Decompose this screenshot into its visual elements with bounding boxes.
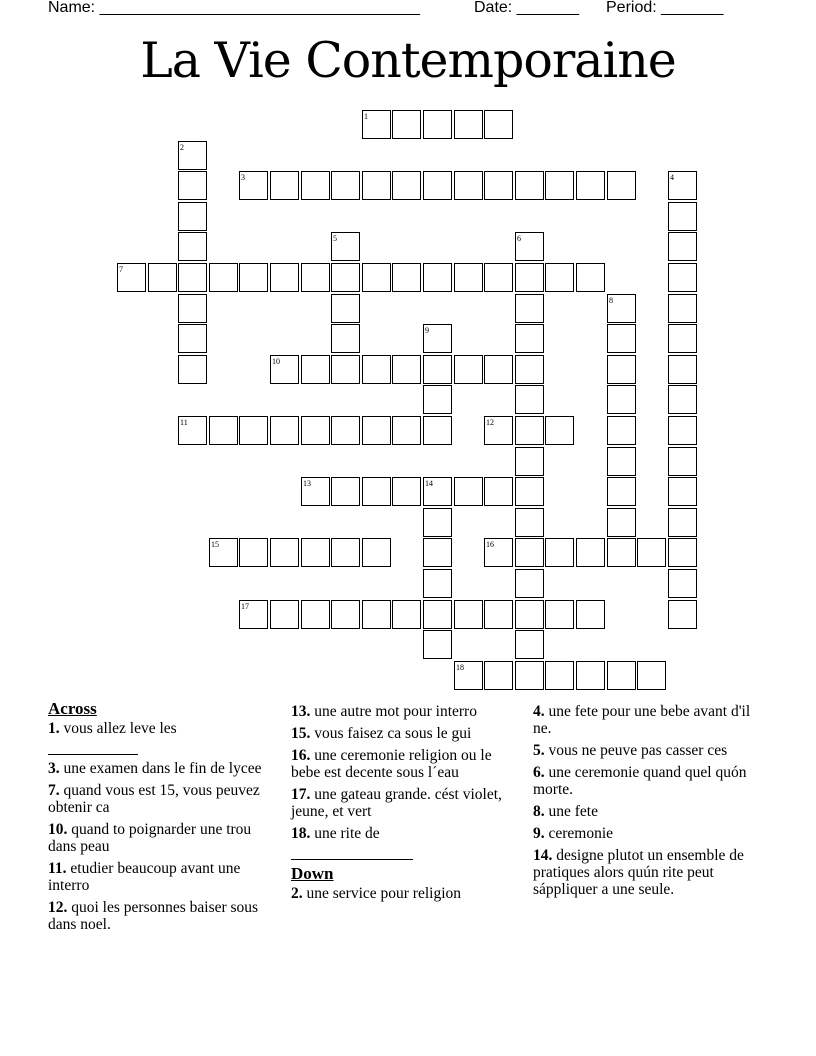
grid-cell[interactable] bbox=[392, 171, 421, 200]
grid-cell[interactable] bbox=[454, 171, 483, 200]
clue-number: 10 bbox=[272, 357, 280, 366]
clue-down-2: 2. une service pour religion bbox=[291, 885, 462, 902]
clue-column-1 bbox=[48, 700, 274, 938]
grid-cell[interactable] bbox=[607, 171, 636, 200]
grid-cell[interactable] bbox=[301, 263, 330, 292]
grid-cell[interactable] bbox=[362, 477, 391, 506]
grid-cell[interactable] bbox=[178, 355, 207, 384]
grid-cell[interactable] bbox=[484, 600, 513, 629]
grid-cell[interactable] bbox=[576, 263, 605, 292]
clue-number: 7 bbox=[119, 265, 123, 274]
clue-across-12: 12. quoi les personnes baiser sous dans noel. bbox=[48, 899, 259, 933]
grid-cell[interactable] bbox=[331, 263, 360, 292]
grid-cell[interactable] bbox=[270, 416, 299, 445]
grid-cell[interactable] bbox=[301, 538, 330, 567]
grid-cell[interactable] bbox=[362, 263, 391, 292]
grid-cell[interactable] bbox=[515, 630, 544, 659]
grid-cell[interactable] bbox=[515, 324, 544, 353]
grid-cell[interactable] bbox=[239, 416, 268, 445]
clue-across-15: 15. vous faisez ca sous le gui bbox=[291, 725, 472, 742]
clue-number: 1 bbox=[364, 112, 368, 121]
grid-cell[interactable] bbox=[423, 385, 452, 414]
across-heading: Across bbox=[48, 699, 97, 718]
grid-cell[interactable] bbox=[423, 569, 452, 598]
grid-cell[interactable] bbox=[668, 355, 697, 384]
grid-cell[interactable] bbox=[637, 538, 666, 567]
clue-number: 9 bbox=[425, 326, 429, 335]
grid-cell[interactable] bbox=[484, 661, 513, 690]
grid-cell[interactable] bbox=[301, 171, 330, 200]
grid-cell[interactable] bbox=[515, 171, 544, 200]
grid-cell[interactable] bbox=[515, 447, 544, 476]
clue-number: 2 bbox=[180, 143, 184, 152]
grid-cell[interactable] bbox=[668, 416, 697, 445]
clue-number: 3 bbox=[241, 173, 245, 182]
clue-across-10: 10. quand to poignarder une trou dans peau bbox=[48, 821, 252, 855]
grid-cell[interactable] bbox=[515, 477, 544, 506]
grid-cell[interactable] bbox=[484, 355, 513, 384]
grid-cell[interactable] bbox=[454, 600, 483, 629]
name-label: Name: bbox=[48, 0, 96, 16]
grid-cell[interactable] bbox=[392, 477, 421, 506]
grid-cell[interactable] bbox=[423, 110, 452, 139]
clue-number: 18 bbox=[456, 663, 464, 672]
grid-cell[interactable] bbox=[607, 661, 636, 690]
grid-cell[interactable] bbox=[545, 538, 574, 567]
clue-number: 12 bbox=[486, 418, 494, 427]
grid-cell[interactable] bbox=[331, 324, 360, 353]
grid-cell[interactable] bbox=[178, 171, 207, 200]
grid-cell[interactable] bbox=[270, 263, 299, 292]
grid-cell[interactable] bbox=[545, 171, 574, 200]
grid-cell[interactable] bbox=[423, 508, 452, 537]
grid-cell[interactable] bbox=[423, 538, 452, 567]
grid-cell[interactable] bbox=[331, 600, 360, 629]
grid-cell[interactable] bbox=[545, 600, 574, 629]
grid-cell[interactable] bbox=[270, 538, 299, 567]
grid-cell[interactable] bbox=[607, 447, 636, 476]
clue-across-3: 3. une examen dans le fin de lycee bbox=[48, 760, 262, 777]
clue-down-5: 5. vous ne peuve pas casser ces bbox=[533, 742, 728, 759]
grid-cell[interactable] bbox=[423, 355, 452, 384]
clue-number: 4 bbox=[670, 173, 674, 182]
grid-cell[interactable] bbox=[668, 294, 697, 323]
grid-cell[interactable] bbox=[515, 600, 544, 629]
clue-across-17: 17. une gateau grande. cést violet, jeune, et vert bbox=[291, 786, 502, 820]
grid-cell[interactable] bbox=[607, 324, 636, 353]
grid-cell[interactable] bbox=[576, 600, 605, 629]
grid-cell[interactable] bbox=[637, 661, 666, 690]
grid-cell[interactable] bbox=[178, 324, 207, 353]
grid-cell[interactable] bbox=[362, 600, 391, 629]
grid-cell[interactable] bbox=[423, 416, 452, 445]
grid-cell[interactable] bbox=[270, 171, 299, 200]
grid-cell[interactable] bbox=[515, 661, 544, 690]
grid-cell[interactable] bbox=[454, 110, 483, 139]
grid-cell[interactable] bbox=[668, 447, 697, 476]
date-label: Date: bbox=[474, 0, 513, 16]
grid-cell[interactable] bbox=[423, 630, 452, 659]
clue-column-3 bbox=[533, 703, 755, 903]
grid-cell[interactable] bbox=[484, 263, 513, 292]
page-title: La Vie Contemporaine bbox=[140, 32, 676, 89]
grid-cell[interactable] bbox=[362, 416, 391, 445]
clue-across-16: 16. une ceremonie religion ou le bebe est decente sous l´eau bbox=[291, 747, 492, 781]
grid-cell[interactable] bbox=[607, 477, 636, 506]
down-heading: Down bbox=[291, 864, 334, 883]
grid-cell[interactable] bbox=[331, 171, 360, 200]
grid-cell[interactable] bbox=[545, 416, 574, 445]
grid-cell[interactable] bbox=[148, 263, 177, 292]
clue-number: 14 bbox=[425, 479, 433, 488]
grid-cell[interactable] bbox=[607, 385, 636, 414]
grid-cell[interactable] bbox=[668, 600, 697, 629]
grid-cell[interactable] bbox=[178, 294, 207, 323]
clue-across-11: 11. etudier beaucoup avant une interro bbox=[48, 860, 241, 894]
grid-cell[interactable] bbox=[454, 355, 483, 384]
grid-cell[interactable] bbox=[668, 538, 697, 567]
grid-cell[interactable] bbox=[392, 263, 421, 292]
clue-down-8: 8. une fete bbox=[533, 803, 598, 820]
clue-column-2 bbox=[291, 703, 517, 907]
clue-across-7: 7. quand vous est 15, vous peuvez obtenir ca bbox=[48, 782, 260, 816]
grid-cell[interactable] bbox=[209, 416, 238, 445]
clue-number: 8 bbox=[609, 296, 613, 305]
grid-cell[interactable] bbox=[607, 508, 636, 537]
grid-cell[interactable] bbox=[576, 538, 605, 567]
grid-cell[interactable] bbox=[301, 355, 330, 384]
grid-cell[interactable] bbox=[484, 477, 513, 506]
clue-number: 5 bbox=[333, 234, 337, 243]
clue-number: 6 bbox=[517, 234, 521, 243]
grid-cell[interactable] bbox=[454, 263, 483, 292]
grid-cell[interactable] bbox=[607, 355, 636, 384]
grid-cell[interactable] bbox=[668, 569, 697, 598]
grid-cell[interactable] bbox=[423, 171, 452, 200]
grid-cell[interactable] bbox=[484, 110, 513, 139]
grid-cell[interactable] bbox=[576, 661, 605, 690]
grid-cell[interactable] bbox=[239, 263, 268, 292]
grid-cell[interactable] bbox=[545, 263, 574, 292]
grid-cell[interactable] bbox=[668, 385, 697, 414]
clue-across-13: 13. une autre mot pour interro bbox=[291, 703, 477, 720]
grid-cell[interactable] bbox=[362, 538, 391, 567]
grid-cell[interactable] bbox=[484, 171, 513, 200]
clue-number: 16 bbox=[486, 540, 494, 549]
grid-cell[interactable] bbox=[515, 294, 544, 323]
grid-cell[interactable] bbox=[178, 202, 207, 231]
grid-cell[interactable] bbox=[392, 416, 421, 445]
grid-cell[interactable] bbox=[331, 416, 360, 445]
grid-cell[interactable] bbox=[607, 538, 636, 567]
clue-number: 13 bbox=[303, 479, 311, 488]
grid-cell[interactable] bbox=[178, 263, 207, 292]
period-line[interactable]: _______ bbox=[661, 0, 724, 16]
grid-cell[interactable] bbox=[270, 600, 299, 629]
clue-down-6: 6. une ceremonie quand quel quón morte. bbox=[533, 764, 747, 798]
grid-cell[interactable] bbox=[515, 416, 544, 445]
grid-cell[interactable] bbox=[515, 569, 544, 598]
grid-cell[interactable] bbox=[515, 538, 544, 567]
grid-cell[interactable] bbox=[392, 110, 421, 139]
grid-cell[interactable] bbox=[331, 477, 360, 506]
grid-cell[interactable] bbox=[392, 355, 421, 384]
period-label: Period: bbox=[606, 0, 657, 16]
grid-cell[interactable] bbox=[515, 508, 544, 537]
grid-cell[interactable] bbox=[515, 263, 544, 292]
clue-number: 11 bbox=[180, 418, 188, 427]
clue-across-1: 1. vous allez leve les bbox=[48, 720, 274, 755]
grid-cell[interactable] bbox=[362, 171, 391, 200]
grid-cell[interactable] bbox=[668, 202, 697, 231]
grid-cell[interactable] bbox=[331, 355, 360, 384]
grid-cell[interactable] bbox=[331, 294, 360, 323]
grid-cell[interactable] bbox=[301, 600, 330, 629]
grid-cell[interactable] bbox=[301, 416, 330, 445]
grid-cell[interactable] bbox=[423, 263, 452, 292]
grid-cell[interactable] bbox=[331, 538, 360, 567]
grid-cell[interactable] bbox=[515, 385, 544, 414]
grid-cell[interactable] bbox=[362, 355, 391, 384]
grid-cell[interactable] bbox=[668, 232, 697, 261]
grid-cell[interactable] bbox=[178, 232, 207, 261]
grid-cell[interactable] bbox=[209, 263, 238, 292]
grid-cell[interactable] bbox=[454, 477, 483, 506]
clue-down-9: 9. ceremonie bbox=[533, 825, 614, 842]
clue-across-18: 18. une rite de bbox=[291, 825, 517, 860]
clue-number: 15 bbox=[211, 540, 219, 549]
grid-cell[interactable] bbox=[392, 600, 421, 629]
clue-down-4: 4. une fete pour une bebe avant d'il ne. bbox=[533, 703, 751, 737]
grid-cell[interactable] bbox=[668, 477, 697, 506]
date-line[interactable]: _______ bbox=[516, 0, 579, 16]
grid-cell[interactable] bbox=[239, 538, 268, 567]
clue-number: 17 bbox=[241, 602, 249, 611]
grid-cell[interactable] bbox=[515, 355, 544, 384]
grid-cell[interactable] bbox=[668, 324, 697, 353]
clue-down-14: 14. designe plutot un ensemble de pratiques alors quún rite peut sáppliquer a une seule. bbox=[533, 847, 744, 898]
name-line[interactable]: ____________________________________ bbox=[99, 0, 420, 16]
grid-cell[interactable] bbox=[607, 416, 636, 445]
grid-cell[interactable] bbox=[545, 661, 574, 690]
grid-cell[interactable] bbox=[668, 508, 697, 537]
grid-cell[interactable] bbox=[576, 171, 605, 200]
grid-cell[interactable] bbox=[668, 263, 697, 292]
grid-cell[interactable] bbox=[423, 600, 452, 629]
